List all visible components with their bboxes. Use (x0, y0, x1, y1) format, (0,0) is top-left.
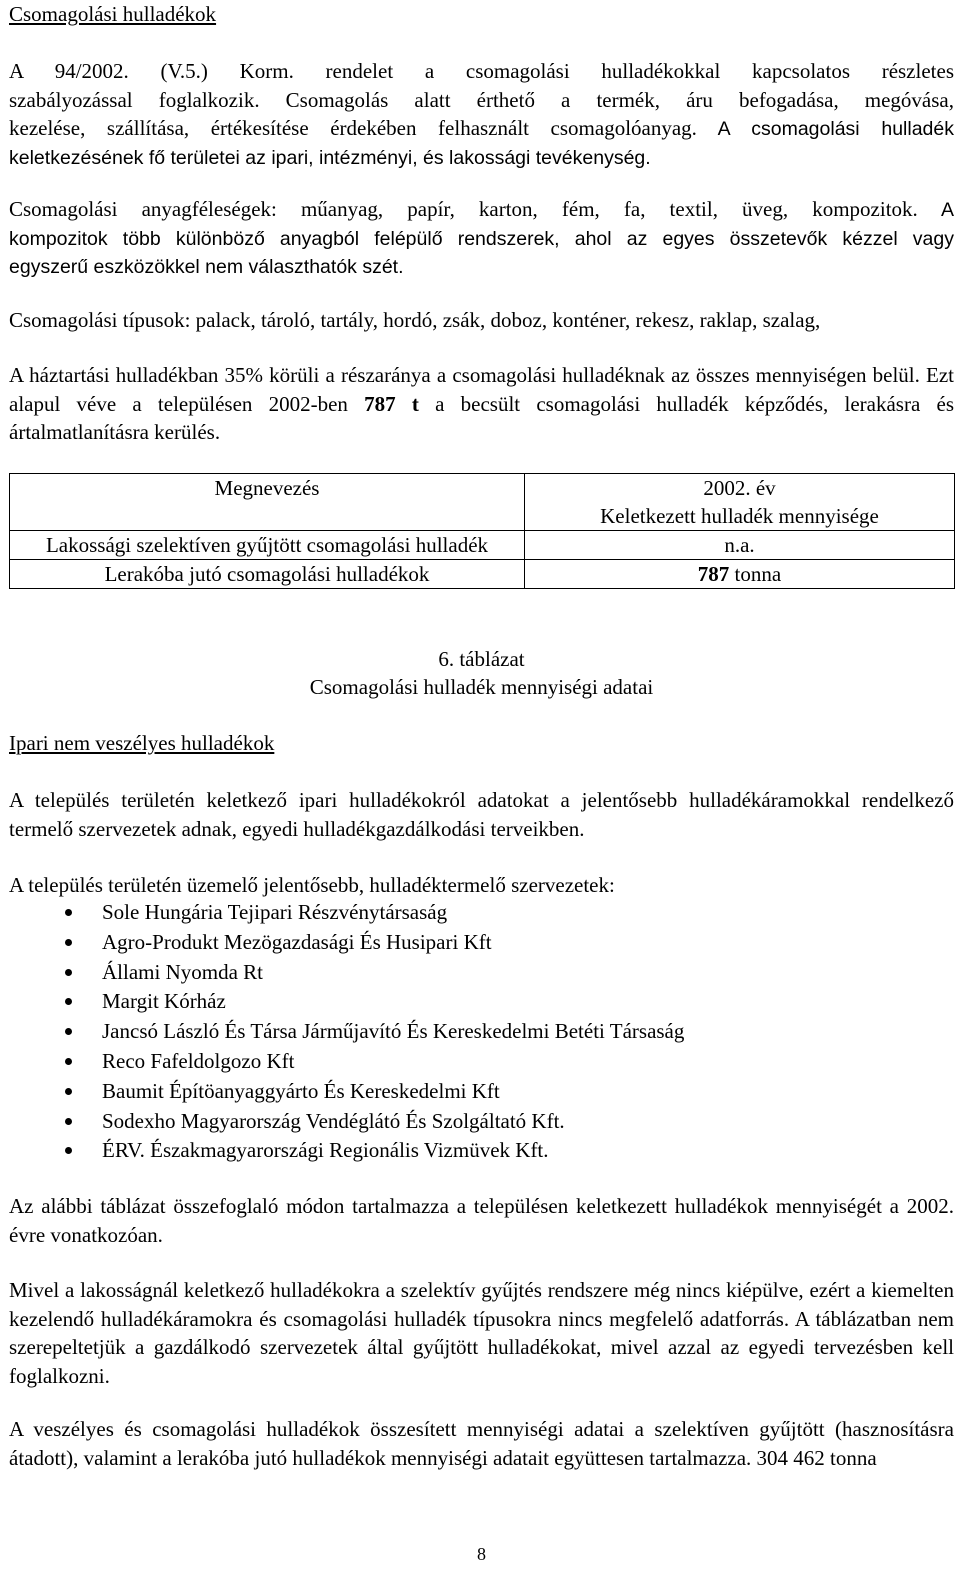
list-item (9, 958, 684, 988)
bullet-icon (65, 1118, 72, 1125)
paragraph-line: szabályozással foglalkozik. Csomagolás alatt érthető a termék, áru befogadása, megóvása, (9, 87, 954, 112)
paragraph-text: A (917, 199, 954, 221)
bullet-icon (65, 1058, 72, 1065)
section-heading-industrial: Ipari nem veszélyes hulladékok (9, 731, 275, 755)
paragraph-materials (9, 195, 954, 282)
list-item-text: ÉRV. Északmagyarországi Regionális Vizmüvek Kft. (102, 1138, 549, 1163)
paragraph-line: kompozitok több különböző anyagból felépülő rendszerek, ahol az egyes összetevők kézzel vagy (9, 227, 954, 250)
paragraph-text: Csomagolási anyagféleségek: műanyag, papír, karton, fém, fa, textil, üveg, kompozitok. (9, 197, 918, 221)
list-item-text: Állami Nyomda Rt (102, 959, 263, 984)
bullet-icon (65, 939, 72, 946)
list-item (9, 987, 684, 1017)
paragraph-line: keletkezésének fő területei az ipari, intézményi, és lakossági tevékenység. (9, 146, 651, 169)
paragraph-types: Csomagolási típusok: palack, tároló, tartály, hordó, zsák, doboz, konténer, rekesz, raklap, szalag, (9, 308, 821, 332)
table-cell: Lerakóba jutó csomagolási hulladékok (10, 560, 525, 589)
amount-bold: 787 t (364, 391, 419, 416)
list-item-text: Baumit Építöanyaggyárto És Kereskedelmi Kft (102, 1078, 500, 1103)
header-quantity: Keletkezett hulladék mennyisége (600, 504, 879, 528)
table-header-cell: Megnevezés (10, 474, 525, 531)
list-item (9, 898, 684, 928)
bullet-icon (65, 1088, 72, 1095)
list-item-text: Reco Fafeldolgozo Kft (102, 1048, 295, 1073)
table-row (10, 560, 955, 589)
paragraph-line: A 94/2002. (V.5.) Korm. rendelet a csomagolási hulladékokkal kapcsolatos részletes (9, 59, 954, 83)
paragraph-text: A csomagolási hulladék (696, 118, 954, 140)
packaging-waste-table (9, 473, 955, 589)
bullet-icon (65, 909, 72, 916)
table-caption-title: Csomagolási hulladék mennyiségi adatai (309, 675, 654, 699)
page-number: 8 (477, 1544, 486, 1564)
list-item (9, 1107, 684, 1137)
list-item-text: Agro-Produkt Mezögazdasági És Husipari Kft (102, 929, 492, 954)
organizations-list (9, 898, 684, 1166)
list-item (9, 928, 684, 958)
table-cell: Lakossági szelektíven gyűjtött csomagolási hulladék (10, 531, 525, 560)
section-heading-packaging: Csomagolási hulladékok (9, 2, 217, 26)
list-item-text: Margit Kórház (102, 989, 226, 1014)
header-year: 2002. év (703, 476, 776, 500)
bullet-icon (65, 1147, 72, 1154)
paragraph-line (9, 195, 954, 225)
list-item (9, 1136, 684, 1166)
paragraph-organizations-intro: A település területén üzemelő jelentősebb, hulladéktermelő szervezetek: (9, 873, 615, 897)
table-header-row (10, 474, 955, 531)
list-item (9, 1017, 684, 1047)
list-item-text: Sole Hungária Tejipari Részvénytársaság (102, 900, 448, 924)
table-caption-number: 6. táblázat (438, 647, 525, 671)
bullet-icon (65, 969, 72, 976)
table-row (10, 531, 955, 560)
table-header-cell (525, 474, 955, 531)
amount-bold: 787 (697, 562, 730, 586)
bullet-icon (65, 998, 72, 1005)
paragraph-household-share (9, 361, 954, 447)
paragraph-summary: Az alábbi táblázat összefoglaló módon tartalmazza a településen keletkezett hulladékok mennyiségét a 2002. évre vonatkozóan. (9, 1194, 954, 1247)
paragraph-regulation (9, 57, 954, 172)
paragraph-line: egyszerű eszközökkel nem választhatók szét. (9, 256, 404, 278)
paragraph-selective-collection: Mivel a lakosságnál keletkező hulladékokra a szelektív gyűjtés rendszere még nincs kiépülve, ezért a kiemelten kezelendő hulladékáramokra és csomagolási hulladék típusokra nincs megfelelő adatforrás. A táblázatban nem szerepeltetjük a gazdálkodó szervezetek által gyűjtött hulladékokat, mivel azzal az egyedi tervezésben kell foglalkozni. (9, 1278, 954, 1388)
list-item (9, 1077, 684, 1107)
unit-text: tonna (729, 562, 782, 586)
table-cell (525, 560, 955, 589)
list-item-text: Jancsó László És Társa Járműjavító És Kereskedelmi Betéti Társaság (102, 1019, 685, 1044)
paragraph-industrial-data: A település területén keletkező ipari hulladékokról adatokat a jelentősebb hulladékáramokkal rendelkező termelő szervezetek adnak, egyedi hulladékgazdálkodási terveikben. (9, 788, 954, 841)
paragraph-text: A háztartási hulladékban 35% körüli a részaránya a csomagolási hulladéknak az összes mennyiségen belül. Ezt alapul véve a településen 2002-ben (9, 363, 954, 416)
list-item (9, 1047, 684, 1077)
list-item-text: Sodexho Magyarország Vendéglátó És Szolgáltató Kft. (102, 1108, 565, 1133)
paragraph-text: kezelése, szállítása, értékesítése érdekében felhasznált csomagolóanyag. (9, 116, 697, 140)
table-cell: n.a. (525, 531, 955, 560)
paragraph-line (9, 114, 954, 144)
bullet-icon (65, 1028, 72, 1035)
paragraph-text: a becsült csomagolási hulladék képződés, lerakásra és ártalmatlanításra kerülés. (9, 391, 954, 444)
paragraph-hazardous-totals: A veszélyes és csomagolási hulladékok összesített mennyiségi adatai a szelektíven gyűjtött (hasznosításra átadott), valamint a lerakóba jutó hulladékok mennyiségi adatait együttesen tartalmazza. 304 462 tonna (9, 1417, 954, 1470)
